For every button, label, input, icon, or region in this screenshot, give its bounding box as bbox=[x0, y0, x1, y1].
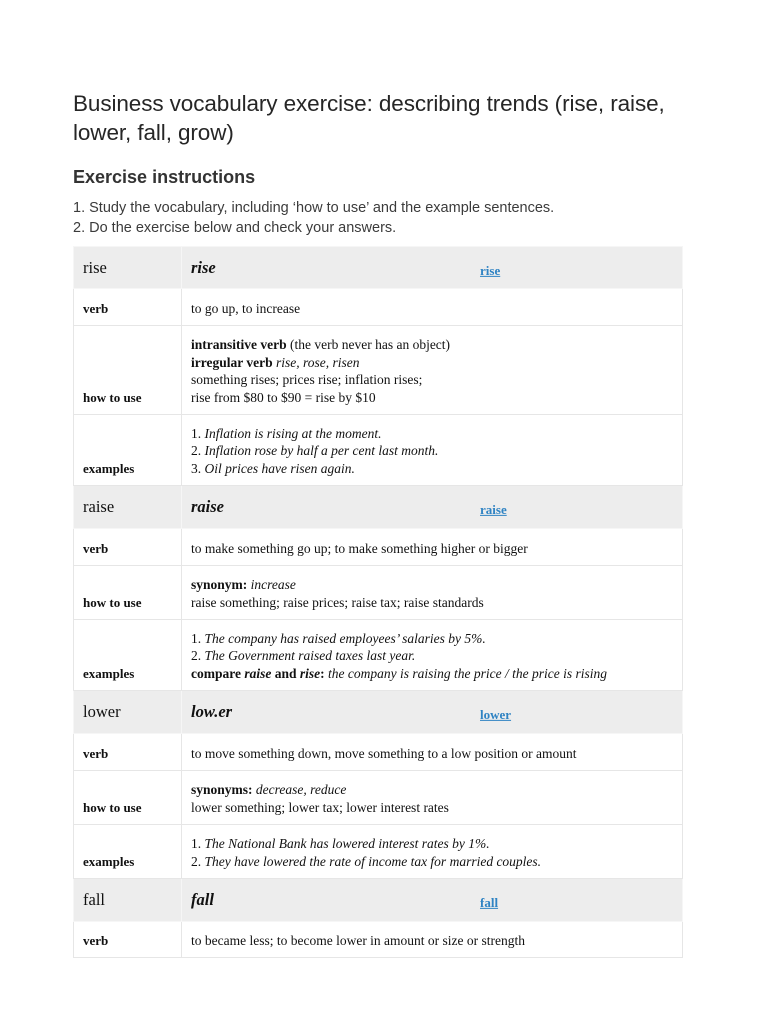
entry-word: rise bbox=[74, 247, 182, 289]
table-row bbox=[74, 620, 683, 691]
row-label-verb: verb bbox=[74, 734, 182, 771]
entry-header-rise bbox=[74, 247, 683, 289]
definition-text: to make something go up; to make something higher or bigger bbox=[182, 529, 683, 566]
row-label-how-to-use: how to use bbox=[74, 771, 182, 825]
entry-header-fall bbox=[74, 879, 683, 922]
entry-word: lower bbox=[74, 691, 182, 734]
definition-text: to go up, to increase bbox=[182, 289, 683, 326]
instructions-heading: Exercise instructions bbox=[73, 167, 256, 187]
instruction-item: 2. Do the exercise below and check your answers. bbox=[73, 219, 397, 236]
table-row bbox=[74, 734, 683, 771]
row-label-examples: examples bbox=[74, 415, 182, 486]
table-row bbox=[74, 415, 683, 486]
pronunciation-link-lower[interactable]: lower bbox=[480, 706, 512, 722]
row-label-verb: verb bbox=[74, 289, 182, 326]
examples-text: 1. The company has raised employees’ salaries by 5%. 2. The Government raised taxes last year. compare raise and rise: the company is raising the price / the price is rising bbox=[182, 620, 683, 691]
how-to-use-text: intransitive verb (the verb never has an object) irregular verb rise, rose, risen something rises; prices rise; inflation rises; rise from $80 to $90 = rise by $10 bbox=[182, 326, 683, 415]
table-row bbox=[74, 922, 683, 958]
instructions-list bbox=[73, 199, 683, 238]
examples-text: 1. Inflation is rising at the moment. 2. Inflation rose by half a per cent last month. 3. Oil prices have risen again. bbox=[182, 415, 683, 486]
pronunciation-link-rise[interactable]: rise bbox=[480, 262, 501, 278]
pronunciation-link-raise[interactable]: raise bbox=[480, 501, 507, 517]
table-row bbox=[74, 566, 683, 620]
definition-text: to move something down, move something to a low position or amount bbox=[182, 734, 683, 771]
entry-word: fall bbox=[74, 879, 182, 922]
examples-text: 1. The National Bank has lowered interest rates by 1%. 2. They have lowered the rate of income tax for married couples. bbox=[182, 825, 683, 879]
table-row bbox=[74, 529, 683, 566]
row-label-verb: verb bbox=[74, 529, 182, 566]
table-row bbox=[74, 289, 683, 326]
row-label-how-to-use: how to use bbox=[74, 566, 182, 620]
row-label-verb: verb bbox=[74, 922, 182, 958]
row-label-how-to-use: how to use bbox=[74, 326, 182, 415]
entry-headword: low.er bbox=[191, 702, 233, 722]
entry-header-lower bbox=[74, 691, 683, 734]
entry-headword: rise bbox=[191, 257, 216, 277]
table-row bbox=[74, 771, 683, 825]
entry-headword: raise bbox=[191, 497, 224, 517]
pronunciation-link-fall[interactable]: fall bbox=[480, 894, 499, 910]
page-title: Business vocabulary exercise: describing trends (rise, raise, lower, fall, grow) bbox=[73, 91, 665, 145]
how-to-use-text: synonym: increase raise something; raise prices; raise tax; raise standards bbox=[182, 566, 683, 620]
definition-text: to became less; to become lower in amount or size or strength bbox=[182, 922, 683, 958]
table-row bbox=[74, 326, 683, 415]
entry-header-raise bbox=[74, 486, 683, 529]
how-to-use-text: synonyms: decrease, reduce lower something; lower tax; lower interest rates bbox=[182, 771, 683, 825]
entry-headword: fall bbox=[191, 890, 214, 910]
row-label-examples: examples bbox=[74, 825, 182, 879]
table-row bbox=[74, 825, 683, 879]
instruction-item: 1. Study the vocabulary, including ‘how to use’ and the example sentences. bbox=[73, 200, 555, 216]
entry-word: raise bbox=[74, 486, 182, 529]
row-label-examples: examples bbox=[74, 620, 182, 691]
vocabulary-table bbox=[73, 246, 683, 958]
